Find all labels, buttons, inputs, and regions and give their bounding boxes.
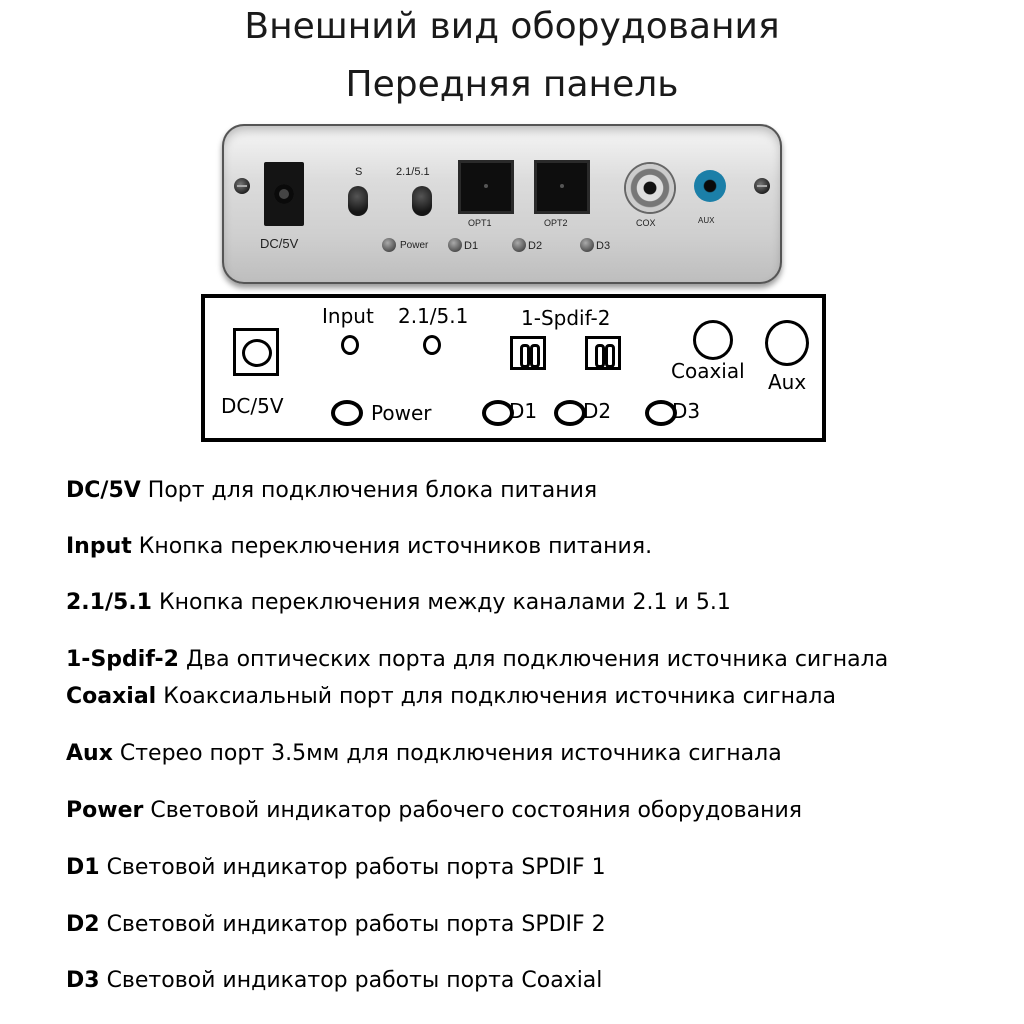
photo-d3-led (580, 238, 594, 252)
desc-term: Input (66, 534, 132, 559)
desc-term: D3 (66, 968, 100, 993)
desc-text: Кнопка переключения между каналами 2.1 и 5.1 (151, 590, 731, 615)
schematic-dc-port (233, 328, 279, 376)
desc-text: Коаксиальный порт для подключения источника сигнала (156, 684, 836, 709)
photo-opt2-port (534, 160, 590, 214)
desc-term: DC/5V (66, 478, 141, 503)
desc-term: Aux (66, 741, 113, 766)
page-title: Внешний вид оборудования (244, 6, 780, 47)
photo-opt1-label: OPT1 (468, 218, 492, 228)
schematic-spdif-label: 1-Spdif-2 (521, 306, 611, 330)
desc-line-aux (66, 740, 782, 768)
photo-d1-led (448, 238, 462, 252)
photo-power-led (382, 238, 396, 252)
schematic-mode-label: 2.1/5.1 (398, 304, 469, 328)
photo-cox-label: COX (636, 218, 656, 228)
schematic-spdif2-port (585, 336, 621, 370)
photo-dc-label: DC/5V (260, 236, 299, 251)
desc-term: D2 (66, 912, 100, 937)
desc-text: Порт для подключения блока питания (140, 478, 598, 503)
right-screw-icon (754, 178, 770, 194)
photo-d3-label: D3 (596, 240, 611, 252)
schematic-dc-label: DC/5V (221, 394, 284, 418)
schematic-power-label: Power (371, 401, 432, 425)
photo-d2-label: D2 (528, 240, 543, 252)
desc-line-d1 (66, 854, 606, 882)
schematic-d2-led (554, 400, 586, 426)
schematic-aux-port (765, 320, 809, 366)
desc-text: Световой индикатор работы порта SPDIF 2 (99, 912, 606, 937)
photo-opt2-label: OPT2 (544, 218, 568, 228)
photo-mode-button (412, 186, 432, 216)
schematic-d2-label: D2 (583, 399, 612, 423)
desc-text: Кнопка переключения источников питания. (131, 534, 653, 559)
desc-line-mode (66, 589, 731, 617)
schematic-power-led (331, 400, 363, 426)
schematic-spdif1-port (510, 336, 546, 370)
front-panel-schematic (201, 294, 826, 442)
desc-term: 1-Spdif-2 (66, 647, 179, 672)
page-subtitle: Передняя панель (345, 64, 679, 105)
device-front-panel-photo (222, 124, 782, 284)
desc-line-input (66, 533, 652, 561)
schematic-d3-label: D3 (672, 399, 701, 423)
schematic-aux-label: Aux (768, 370, 807, 394)
schematic-input-button (341, 335, 359, 355)
schematic-d1-label: D1 (509, 399, 538, 423)
photo-power-label: Power (400, 240, 429, 251)
desc-line-power (66, 797, 802, 825)
desc-term: D1 (66, 855, 100, 880)
desc-line-d3 (66, 967, 602, 995)
desc-term: 2.1/5.1 (66, 590, 152, 615)
desc-term: Coaxial (66, 684, 157, 709)
desc-text: Световой индикатор работы порта SPDIF 1 (99, 855, 606, 880)
photo-s-button (348, 186, 368, 216)
photo-opt1-port (458, 160, 514, 214)
schematic-coaxial-label: Coaxial (671, 359, 745, 383)
desc-line-spdif (66, 646, 888, 674)
photo-s-label: S (355, 166, 363, 178)
schematic-coaxial-port (693, 320, 733, 360)
photo-mode-label: 2.1/5.1 (396, 166, 430, 178)
desc-text: Стерео порт 3.5мм для подключения источника сигнала (112, 741, 782, 766)
desc-line-coaxial (66, 683, 836, 711)
left-screw-icon (234, 178, 250, 194)
photo-dc-jack (264, 162, 304, 226)
photo-d1-label: D1 (464, 240, 479, 252)
desc-text: Световой индикатор работы порта Coaxial (99, 968, 603, 993)
desc-text: Два оптических порта для подключения источника сигнала (178, 647, 889, 672)
desc-line-dc (66, 477, 597, 505)
photo-aux-port (694, 170, 726, 202)
desc-text: Световой индикатор рабочего состояния оборудования (143, 798, 802, 823)
schematic-input-label: Input (322, 304, 374, 328)
desc-term: Power (66, 798, 144, 823)
desc-line-d2 (66, 911, 606, 939)
schematic-mode-button (423, 335, 441, 355)
photo-d2-led (512, 238, 526, 252)
photo-aux-label: AUX (698, 216, 715, 225)
photo-coaxial-port (626, 164, 674, 212)
